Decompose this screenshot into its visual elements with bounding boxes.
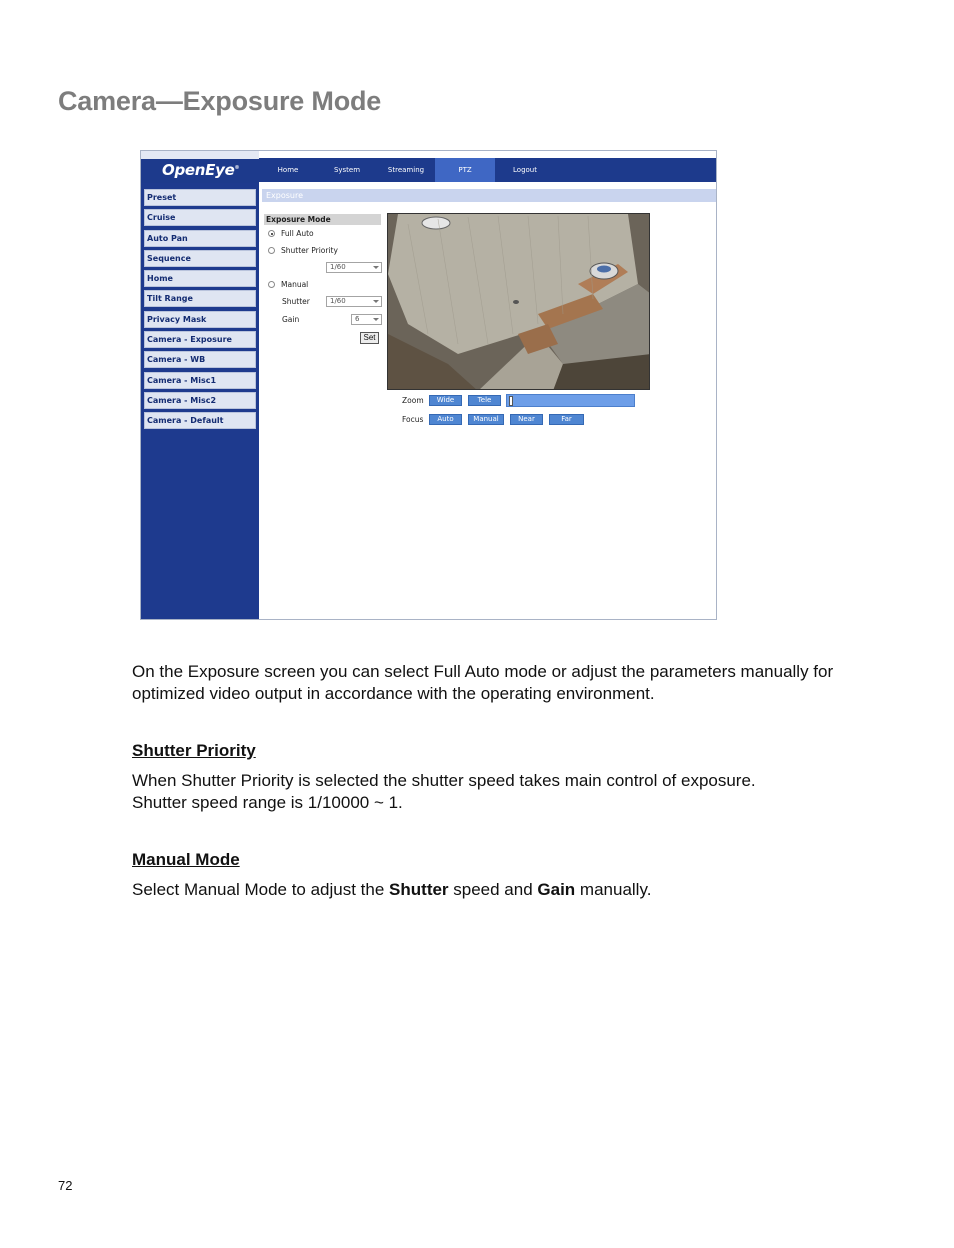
full-auto-radio[interactable]	[268, 230, 275, 237]
chevron-down-icon	[373, 318, 379, 321]
focus-manual-button[interactable]: Manual	[468, 414, 504, 425]
nav-logout[interactable]: Logout	[513, 166, 537, 174]
side-menu-item-sequence[interactable]: Sequence	[144, 250, 256, 267]
zoom-wide-button[interactable]: Wide	[429, 395, 462, 406]
side-menu-item-tilt-range[interactable]: Tilt Range	[144, 290, 256, 307]
content-area	[259, 182, 717, 620]
intro-paragraph: On the Exposure screen you can select Full Auto mode or adjust the parameters manually for optimized video output in accordance with the operating environment.	[132, 662, 834, 703]
side-menu-item-camera-misc1[interactable]: Camera - Misc1	[144, 372, 256, 389]
manual-mode-text: Select Manual Mode to adjust the	[132, 880, 390, 899]
zoom-tele-button[interactable]: Tele	[468, 395, 501, 406]
gain-bold: Gain	[537, 880, 576, 899]
shutter-priority-paragraph	[132, 770, 852, 814]
manual-radio[interactable]	[268, 281, 275, 288]
openeye-logo: OpenEye®	[162, 161, 240, 179]
nav-streaming[interactable]: Streaming	[387, 166, 425, 174]
shutter-priority-radio[interactable]	[268, 247, 275, 254]
full-auto-option[interactable]	[268, 229, 314, 238]
top-nav	[259, 158, 555, 182]
gain-label: Gain	[282, 315, 300, 324]
shutter-value: 1/60	[330, 297, 346, 305]
shutter-priority-label: Shutter Priority	[281, 246, 338, 255]
shutter-bold: Shutter	[389, 880, 449, 899]
shutter-label: Shutter	[282, 297, 310, 306]
nav-home[interactable]: Home	[277, 166, 299, 174]
chevron-down-icon	[373, 300, 379, 303]
focus-near-button[interactable]: Near	[510, 414, 543, 425]
side-menu-item-privacy-mask[interactable]: Privacy Mask	[144, 311, 256, 328]
focus-auto-button[interactable]: Auto	[429, 414, 462, 425]
side-menu-item-camera-wb[interactable]: Camera - WB	[144, 351, 256, 368]
exposure-screenshot	[140, 150, 717, 620]
nav-system[interactable]: System	[333, 166, 361, 174]
page-number: 72	[58, 1178, 73, 1193]
shutter-priority-option[interactable]	[268, 246, 338, 255]
shutter-select[interactable]	[326, 296, 382, 307]
side-menu-item-camera-exposure[interactable]: Camera - Exposure	[144, 331, 256, 348]
focus-far-button[interactable]: Far	[549, 414, 584, 425]
logo-area	[141, 151, 259, 183]
manual-label: Manual	[281, 280, 309, 289]
side-menu-item-preset[interactable]: Preset	[144, 189, 256, 206]
side-menu-item-cruise[interactable]: Cruise	[144, 209, 256, 226]
shutter-priority-heading: Shutter Priority	[132, 741, 256, 760]
manual-option[interactable]	[268, 280, 308, 289]
side-menu-item-camera-default[interactable]: Camera - Default	[144, 412, 256, 429]
set-button[interactable]: Set	[360, 332, 379, 344]
exposure-mode-label: Exposure Mode	[264, 214, 381, 225]
side-menu-item-home[interactable]: Home	[144, 270, 256, 287]
gain-value: 6	[355, 315, 360, 323]
shutter-priority-text-2: Shutter speed range is 1/10000 ~ 1.	[132, 793, 403, 812]
manual-mode-text: manually.	[575, 880, 652, 899]
page-title: Camera—Exposure Mode	[58, 86, 382, 116]
shutter-priority-text-1: When Shutter Priority is selected the shutter speed takes main control of exposure.	[132, 771, 756, 790]
shutter-priority-value: 1/60	[330, 263, 346, 271]
side-menu-item-camera-misc2[interactable]: Camera - Misc2	[144, 392, 256, 409]
manual-mode-paragraph	[132, 879, 852, 901]
focus-label: Focus	[402, 415, 424, 424]
zoom-slider-handle[interactable]	[509, 396, 513, 406]
zoom-label: Zoom	[402, 396, 424, 405]
shutter-priority-select[interactable]	[326, 262, 382, 273]
camera-video-feed	[387, 213, 650, 390]
zoom-slider[interactable]	[506, 394, 635, 407]
camera-image	[388, 214, 650, 390]
manual-mode-heading: Manual Mode	[132, 850, 240, 869]
section-header: Exposure	[262, 189, 717, 202]
chevron-down-icon	[373, 266, 379, 269]
side-menu	[144, 189, 256, 433]
side-menu-item-auto-pan[interactable]: Auto Pan	[144, 230, 256, 247]
manual-mode-text: speed and	[448, 880, 538, 899]
full-auto-label: Full Auto	[281, 229, 314, 238]
nav-ptz[interactable]: PTZ	[435, 158, 495, 182]
gain-select[interactable]	[351, 314, 382, 325]
top-nav-bar	[259, 158, 717, 182]
sidebar	[141, 151, 259, 619]
